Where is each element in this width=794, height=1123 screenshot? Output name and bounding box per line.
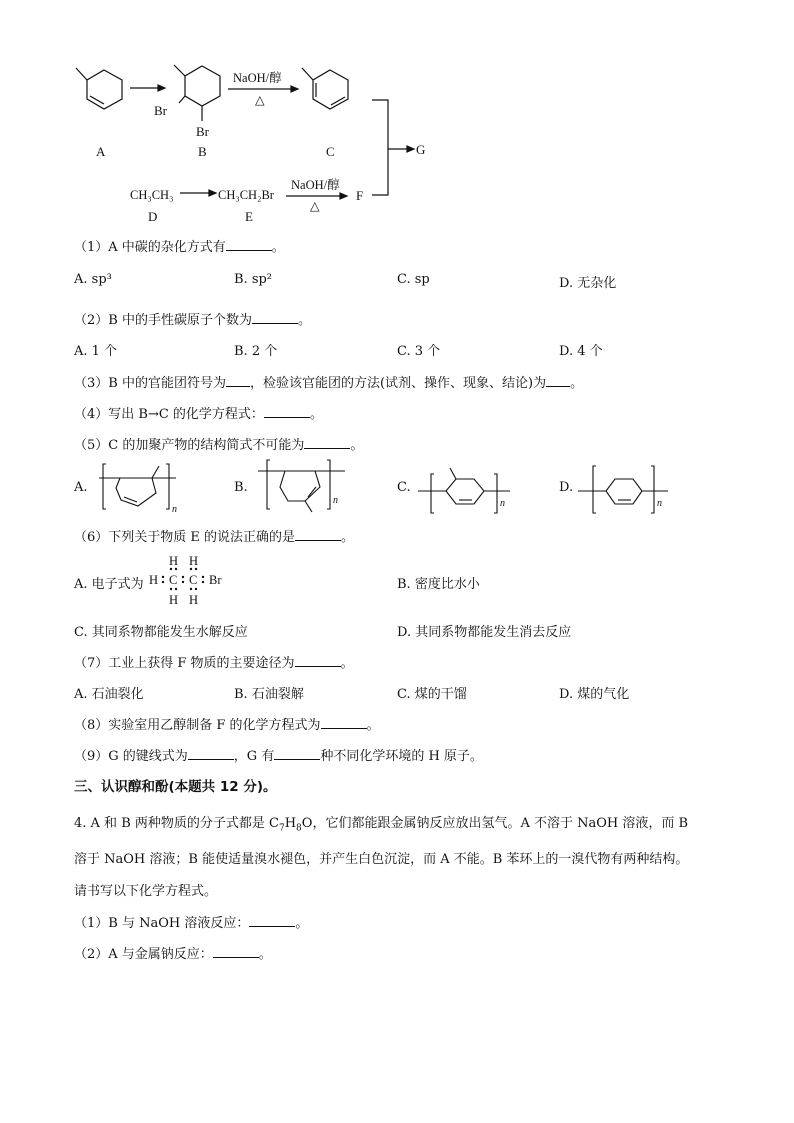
formula-d: CH₃CH₃	[130, 188, 174, 202]
electron-dot-formula	[145, 552, 235, 610]
answer-blank[interactable]	[264, 405, 310, 418]
ed-h-left: H	[149, 573, 159, 587]
molecule-C	[302, 68, 348, 109]
q7-option-c[interactable]: C. 煤的干馏	[397, 687, 467, 702]
answer-blank[interactable]	[213, 945, 259, 958]
q6-option-b[interactable]: B. 密度比水小	[397, 577, 480, 592]
q2-option-b[interactable]: B. 2 个	[234, 344, 278, 359]
question-7-stem: （7）工业上获得 F 物质的主要途径为 。	[74, 656, 354, 671]
heat-1: △	[255, 93, 265, 107]
label-a: A	[96, 144, 106, 159]
q7-option-d[interactable]: D. 煤的气化	[559, 687, 630, 702]
bromo-1: Br	[154, 103, 167, 118]
question-8-stem: （8）实验室用乙醇制备 F 的化学方程式为 。	[74, 718, 380, 733]
reagent-1: NaOH/醇	[233, 71, 282, 85]
polymer-a	[99, 464, 176, 509]
ed-h-top-left: H	[169, 554, 179, 568]
q1-option-d[interactable]: D. 无杂化	[559, 276, 617, 291]
label-g: G	[416, 142, 426, 157]
label-b: B	[198, 144, 207, 159]
answer-blank[interactable]	[249, 914, 295, 927]
q2-option-c[interactable]: C. 3 个	[397, 344, 441, 359]
question-3-stem: （3）B 中的官能团符号为 ，检验该官能团的方法(试剂、操作、现象、结论)为 。	[74, 376, 584, 391]
problem-4-sub-1: （1）B 与 NaOH 溶液反应： 。	[74, 916, 309, 931]
question-1-stem: （1）A 中碳的杂化方式有 。	[74, 240, 285, 255]
ed-br: Br	[209, 573, 222, 587]
q6-option-d[interactable]: D. 其同系物都能发生消去反应	[397, 625, 572, 640]
heat-2: △	[310, 199, 320, 213]
label-f: F	[356, 188, 364, 203]
q5-option-c[interactable]: C.	[397, 480, 411, 495]
reagent-2: NaOH/醇	[291, 178, 340, 192]
polymer-c	[418, 468, 510, 513]
polymer-d	[578, 466, 668, 513]
question-9-stem: （9）G 的键线式为 ，G 有 种不同化学环境的 H 原子。	[74, 749, 483, 764]
answer-blank[interactable]	[274, 747, 320, 760]
problem-4-line-3: 请书写以下化学方程式。	[74, 884, 218, 899]
q2-option-a[interactable]: A. 1 个	[74, 344, 118, 359]
polymer-structures	[0, 455, 794, 525]
answer-blank[interactable]	[188, 747, 234, 760]
answer-blank[interactable]	[252, 311, 298, 324]
label-c: C	[326, 144, 335, 159]
q5-option-d[interactable]: D.	[559, 480, 574, 495]
q6-option-c[interactable]: C. 其同系物都能发生水解反应	[74, 625, 248, 640]
answer-blank[interactable]	[295, 528, 341, 541]
ed-c-right: C	[189, 573, 198, 587]
label-d: D	[148, 209, 158, 224]
molecule-B	[174, 65, 220, 121]
ed-h-bottom-right: H	[189, 593, 199, 607]
question-4-stem: （4）写出 B→C 的化学方程式： 。	[74, 407, 323, 422]
q6-option-a[interactable]: A. 电子式为	[74, 577, 144, 592]
problem-4-line-2: 溶于 NaOH 溶液；B 能使适量溴水褪色，并产生白色沉淀，而 A 不能。B 苯环上的一溴代物有两种结构。	[74, 852, 689, 867]
q1-option-c[interactable]: C. sp	[397, 272, 430, 287]
polymer-b-n: n	[333, 495, 338, 506]
question-2-stem: （2）B 中的手性碳原子个数为 。	[74, 313, 311, 328]
polymer-b	[258, 460, 345, 512]
answer-blank[interactable]	[304, 436, 350, 449]
q5-option-b[interactable]: B.	[234, 480, 248, 495]
polymer-a-n: n	[172, 504, 177, 515]
reaction-scheme	[0, 0, 794, 230]
answer-blank[interactable]	[321, 716, 367, 729]
polymer-d-n: n	[657, 498, 662, 509]
answer-blank[interactable]	[295, 654, 341, 667]
q5-option-a[interactable]: A.	[74, 480, 88, 495]
answer-blank[interactable]	[546, 374, 570, 387]
answer-blank[interactable]	[226, 374, 250, 387]
formula-e: CH₃CH₂Br	[218, 188, 274, 202]
section-3-title: 三、认识醇和酚(本题共 12 分)。	[74, 779, 277, 795]
q1-option-a[interactable]: A. sp³	[74, 272, 112, 287]
q2-option-d[interactable]: D. 4 个	[559, 344, 603, 359]
polymer-c-n: n	[500, 498, 505, 509]
problem-4-sub-2: （2）A 与金属钠反应： 。	[74, 947, 272, 962]
molecule-A	[76, 68, 122, 109]
problem-4-line-1: 4. A 和 B 两种物质的分子式都是 $C_7H_8O$，它们都能跟金属钠反应放出氢气。A 不溶于 NaOH 溶液，而 B	[74, 816, 689, 834]
answer-blank[interactable]	[226, 238, 272, 251]
q7-option-b[interactable]: B. 石油裂解	[234, 687, 304, 702]
merge-bracket	[372, 100, 388, 195]
q1-option-b[interactable]: B. sp²	[234, 272, 273, 287]
ed-h-top-right: H	[189, 554, 199, 568]
question-5-stem: （5）C 的加聚产物的结构简式不可能为 。	[74, 438, 364, 453]
bromo-2: Br	[196, 124, 209, 139]
ed-c-left: C	[169, 573, 178, 587]
q7-option-a[interactable]: A. 石油裂化	[74, 687, 144, 702]
ed-h-bottom-left: H	[169, 593, 179, 607]
label-e: E	[245, 209, 253, 224]
question-6-stem: （6）下列关于物质 E 的说法正确的是 。	[74, 530, 355, 545]
